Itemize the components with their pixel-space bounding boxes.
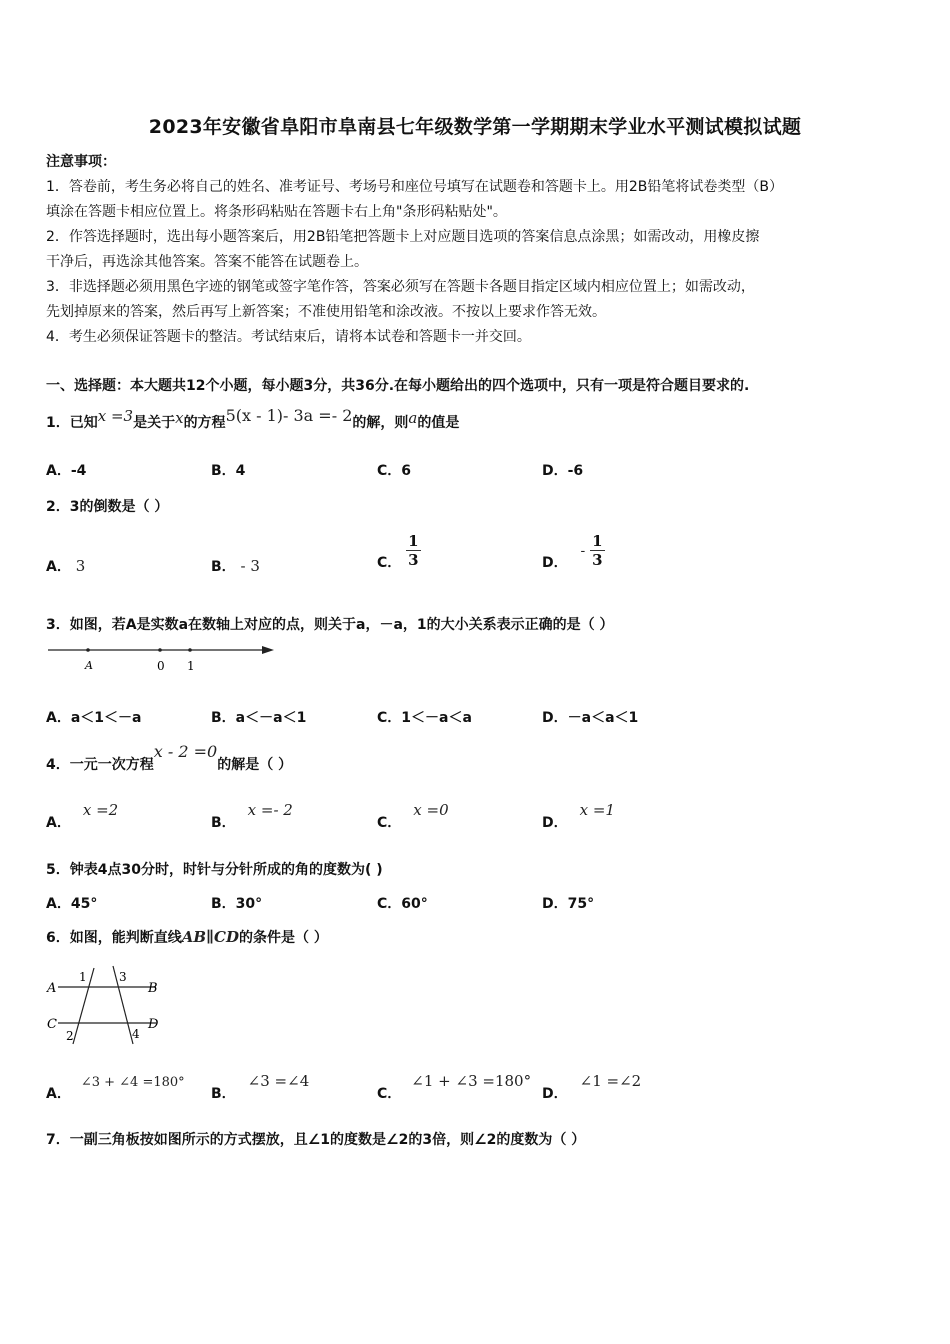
option-value: -4 bbox=[70, 463, 87, 479]
q2-option-d[interactable] bbox=[542, 532, 605, 569]
q3-option-b[interactable] bbox=[211, 707, 306, 727]
question-3: 3．如图，若A是实数a在数轴上对应的点，则关于a，－a，1的大小关系表示正确的是（ ） bbox=[46, 617, 614, 633]
question-2: 2．3的倒数是（ ） bbox=[46, 499, 169, 515]
q6-text: 的条件是（ ） bbox=[238, 930, 328, 946]
option-value: ∠3 =∠4 bbox=[247, 1072, 310, 1090]
option-label: B． bbox=[211, 559, 236, 575]
label-angle-1: 1 bbox=[79, 970, 87, 984]
q2-option-a[interactable] bbox=[46, 556, 85, 576]
option-value: ∠1 =∠2 bbox=[579, 1072, 642, 1090]
notes-line: 填涂在答题卡相应位置上。将条形码粘贴在答题卡右上角"条形码粘贴处"。 bbox=[46, 204, 507, 220]
q3-option-a[interactable] bbox=[46, 707, 141, 727]
notes-line: 1．答卷前，考生务必将自己的姓名、准考证号、考场号和座位号填写在试题卷和答题卡上。用2B铅笔将试卷类型（B） bbox=[46, 179, 784, 195]
question-1 bbox=[46, 406, 460, 432]
label-angle-4: 4 bbox=[132, 1027, 140, 1041]
label-c: C bbox=[47, 1017, 57, 1032]
q1-math: x bbox=[175, 409, 184, 427]
q1-equation: 5(x - 1)- 3a =- 2 bbox=[225, 406, 353, 425]
option-label: A． bbox=[46, 710, 71, 726]
label-angle-3: 3 bbox=[119, 970, 127, 984]
fraction-denominator: 3 bbox=[408, 551, 419, 569]
q1-text: 的值是 bbox=[417, 415, 460, 431]
q4-option-c[interactable] bbox=[377, 801, 449, 832]
option-value: ∠1 + ∠3 =180° bbox=[411, 1072, 532, 1090]
fraction-denominator: 3 bbox=[592, 551, 603, 569]
q6-text: 6．如图，能判断直线 bbox=[46, 930, 182, 946]
q5-option-a[interactable] bbox=[46, 893, 97, 913]
q5-option-d[interactable] bbox=[542, 893, 594, 913]
minus-sign: - bbox=[580, 542, 586, 559]
option-label: D． bbox=[542, 896, 568, 912]
option-value: 60° bbox=[401, 896, 428, 912]
label-a: A bbox=[47, 981, 57, 996]
question-4 bbox=[46, 742, 293, 774]
option-value: 1＜－a＜a bbox=[401, 710, 472, 726]
option-label: C． bbox=[377, 896, 402, 912]
option-label: A． bbox=[46, 559, 71, 575]
q6-option-b[interactable] bbox=[211, 1072, 310, 1103]
option-label: C． bbox=[377, 710, 402, 726]
option-value: 45° bbox=[70, 896, 98, 912]
option-label: C． bbox=[377, 815, 402, 831]
option-label: B． bbox=[211, 896, 236, 912]
q4-option-a[interactable] bbox=[46, 801, 119, 832]
q4-option-b[interactable] bbox=[211, 801, 293, 832]
q1-text: 的解，则 bbox=[352, 415, 409, 431]
point-zero bbox=[158, 648, 162, 652]
fraction bbox=[590, 532, 604, 569]
notes-heading: 注意事项： bbox=[46, 154, 116, 170]
option-label: D． bbox=[542, 463, 568, 479]
q4-option-d[interactable] bbox=[542, 801, 615, 832]
option-value: x =0 bbox=[413, 801, 449, 819]
option-value: ∠3 + ∠4 =180° bbox=[80, 1075, 185, 1090]
option-value: 4 bbox=[235, 463, 246, 479]
option-value: x =1 bbox=[579, 801, 615, 819]
option-value: x =2 bbox=[82, 801, 119, 819]
label-b: B bbox=[148, 981, 158, 996]
option-value: -6 bbox=[567, 463, 584, 479]
q6-math: AB∥CD bbox=[181, 928, 239, 946]
notes-line: 3．非选择题必须用黑色字迹的钢笔或签字笔作答，答案必须写在答题卡各题目指定区域内相应位置上；如需改动， bbox=[46, 279, 755, 295]
option-label: C． bbox=[377, 1086, 402, 1102]
q6-option-c[interactable] bbox=[377, 1072, 532, 1103]
option-label: D． bbox=[542, 815, 568, 831]
q4-text: 的解是（ ） bbox=[217, 757, 293, 773]
q1-text: 是关于 bbox=[133, 415, 176, 431]
question-5: 5．钟表4点30分时，时针与分针所成的角的度数为( ) bbox=[46, 862, 383, 878]
q6-option-a[interactable] bbox=[46, 1075, 185, 1103]
q4-text: 4．一元一次方程 bbox=[46, 757, 154, 773]
option-label: A． bbox=[46, 896, 71, 912]
notes-line: 2．作答选择题时，选出每小题答案后，用2B铅笔把答题卡上对应题目选项的答案信息点涂黑；如需改动，用橡皮擦 bbox=[46, 229, 760, 245]
notes-line: 干净后，再选涂其他答案。答案不能答在试题卷上。 bbox=[46, 254, 368, 270]
q6-option-d[interactable] bbox=[542, 1072, 642, 1103]
arrow-head-icon bbox=[262, 646, 274, 654]
label-angle-2: 2 bbox=[66, 1029, 74, 1043]
q4-equation: x - 2 =0 bbox=[153, 742, 218, 761]
option-label: B． bbox=[211, 815, 236, 831]
option-value: －a＜a＜1 bbox=[567, 710, 639, 726]
q2-option-c[interactable] bbox=[377, 532, 421, 569]
label-one: 1 bbox=[187, 659, 195, 673]
q1-option-c[interactable] bbox=[377, 460, 411, 480]
q2-option-b[interactable] bbox=[211, 556, 260, 576]
option-label: C． bbox=[377, 463, 402, 479]
q3-option-d[interactable] bbox=[542, 707, 638, 727]
fraction-numerator: 1 bbox=[408, 532, 419, 550]
label-a: A bbox=[85, 659, 93, 672]
question-6 bbox=[46, 927, 328, 947]
option-label: D． bbox=[542, 554, 568, 571]
q1-math: x =3 bbox=[97, 407, 134, 425]
option-value: a＜－a＜1 bbox=[235, 710, 307, 726]
point-a bbox=[86, 648, 90, 652]
q1-math: a bbox=[408, 409, 418, 427]
q1-text: 的方程 bbox=[183, 415, 226, 431]
option-label: B． bbox=[211, 1086, 236, 1102]
option-label: A． bbox=[46, 1086, 71, 1102]
option-value: x =- 2 bbox=[247, 801, 293, 819]
option-value: 6 bbox=[401, 463, 412, 479]
label-zero: 0 bbox=[157, 659, 165, 673]
option-label: B． bbox=[211, 710, 236, 726]
option-value: 30° bbox=[235, 896, 263, 912]
number-line-figure bbox=[44, 640, 279, 680]
point-one bbox=[188, 648, 192, 652]
option-value: a＜1＜－a bbox=[70, 710, 142, 726]
question-7: 7．一副三角板按如图所示的方式摆放，且∠1的度数是∠2的3倍，则∠2的度数为（ ） bbox=[46, 1132, 586, 1148]
fraction-numerator: 1 bbox=[592, 532, 603, 550]
q1-option-b[interactable] bbox=[211, 460, 245, 480]
q1-option-a[interactable] bbox=[46, 460, 86, 480]
q1-option-d[interactable] bbox=[542, 460, 583, 480]
option-label: C． bbox=[377, 554, 402, 571]
option-value: 3 bbox=[75, 557, 86, 575]
option-value: - 3 bbox=[240, 557, 260, 575]
notes-line: 先划掉原来的答案，然后再写上新答案；不准使用铅笔和涂改液。不按以上要求作答无效。 bbox=[46, 304, 606, 320]
q5-option-c[interactable] bbox=[377, 893, 428, 913]
label-d: D bbox=[148, 1017, 159, 1032]
q5-option-b[interactable] bbox=[211, 893, 262, 913]
page-title: 2023年安徽省阜阳市阜南县七年级数学第一学期期末学业水平测试模拟试题 bbox=[148, 116, 802, 138]
notes-section bbox=[46, 150, 916, 350]
option-label: B． bbox=[211, 463, 236, 479]
parallel-lines-figure bbox=[44, 962, 168, 1048]
notes-line: 4．考生必须保证答题卡的整洁。考试结束后，请将本试卷和答题卡一并交回。 bbox=[46, 329, 531, 345]
option-label: A． bbox=[46, 463, 71, 479]
option-label: D． bbox=[542, 1086, 568, 1102]
option-label: A． bbox=[46, 815, 71, 831]
q3-option-c[interactable] bbox=[377, 707, 472, 727]
option-label: D． bbox=[542, 710, 568, 726]
q1-text: 1．已知 bbox=[46, 415, 98, 431]
section-heading: 一、选择题：本大题共12个小题，每小题3分，共36分.在每小题给出的四个选项中，只有一项是符合题目要求的. bbox=[46, 378, 750, 394]
fraction bbox=[406, 532, 420, 569]
option-value: 75° bbox=[567, 896, 595, 912]
